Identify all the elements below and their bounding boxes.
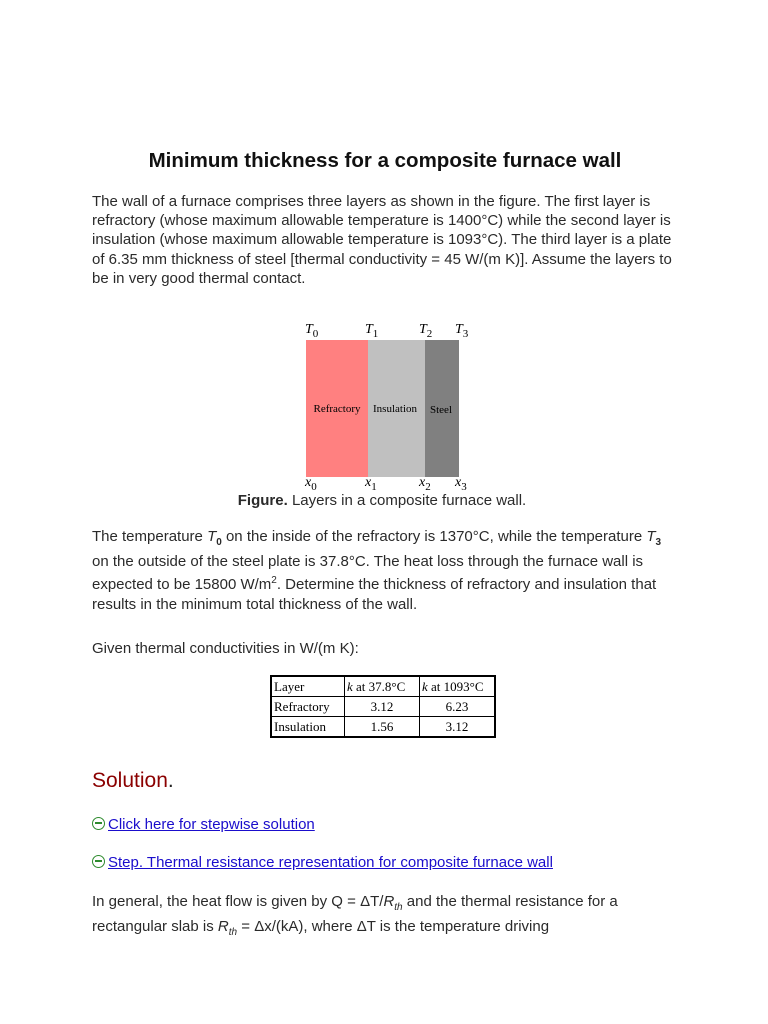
thermal-resistance-step-link[interactable]: Step. Thermal resistance representation for composite furnace wall: [108, 854, 553, 871]
layer-label-steel: Steel: [430, 404, 452, 416]
conductivity-table: [270, 675, 496, 738]
thermal-resistance-step-row[interactable]: [92, 854, 553, 871]
table-row: [271, 717, 495, 738]
table-cell: 3.12: [345, 697, 420, 717]
intro-paragraph: The wall of a furnace comprises three layers as shown in the figure. The first layer is refractory (whose maximum allowable temperature is 1400°C) while the second layer is insulation (whose maximum allowable temperature is 1093°C). The third layer is a plate of 6.35 mm thickness of steel [thermal conductivity = 45 W/(m K)]. Assume the layers to be in very good thermal contact.: [92, 193, 672, 287]
temperature-label-t3: $T_3$: [455, 322, 469, 340]
stepwise-solution-row[interactable]: [92, 816, 315, 833]
furnace-wall-figure: [302, 318, 477, 496]
table-row: [271, 697, 495, 717]
layer-label-refractory: Refractory: [313, 403, 361, 415]
figure-caption: [92, 492, 672, 509]
table-cell: 3.12: [420, 717, 496, 738]
given-conductivities: Given thermal conductivities in W/(m K):: [92, 640, 359, 657]
table-cell: Refractory: [271, 697, 345, 717]
table-header-cell: Layer: [271, 676, 345, 697]
heat-flow-paragraph: In general, the heat flow is given by $Q = \Delta T/R_{th}$ and the thermal resistance for a rectangular slab is $R_{th} = \Delta x/(kA)$, where ΔT is the temperature driving: [92, 893, 618, 939]
table-cell: 1.56: [345, 717, 420, 738]
layer-label-insulation: Insulation: [373, 403, 417, 415]
caption-label: Figure.: [237, 492, 288, 509]
temperature-label-t1: $T_1$: [365, 322, 379, 340]
table-header-cell: k at 37.8°C: [345, 676, 420, 697]
collapse-toggle-icon[interactable]: [92, 855, 105, 868]
temperature-paragraph: The temperature $T_0$ on the inside of the refractory is 1370°C, while the temperature $T_3$ on the outside of the steel plate is 37.8°C. The heat loss through the furnace wall is expected to be 15800 $W/m^2$. Determine the thickness of refractory and insulation that results in the minimum total thickness of the wall.: [92, 528, 662, 613]
table-header-cell: k at 1093°C: [420, 676, 496, 697]
solution-heading: Solution.: [92, 769, 174, 792]
table-header-row: [271, 676, 495, 697]
page-title: Minimum thickness for a composite furnace wall: [148, 149, 622, 172]
collapse-toggle-icon[interactable]: [92, 817, 105, 830]
position-label-x1: $x_1$: [365, 475, 377, 493]
caption-text: Layers in a composite furnace wall.: [287, 492, 527, 509]
table-cell: Insulation: [271, 717, 345, 738]
position-label-x3: $x_3$: [455, 475, 467, 493]
position-label-x0: $x_0$: [305, 475, 317, 493]
position-label-x2: $x_2$: [419, 475, 431, 493]
temperature-label-t2: $T_2$: [419, 322, 433, 340]
table-cell: 6.23: [420, 697, 496, 717]
stepwise-solution-link[interactable]: Click here for stepwise solution: [108, 816, 315, 833]
temperature-label-t0: $T_0$: [305, 322, 319, 340]
